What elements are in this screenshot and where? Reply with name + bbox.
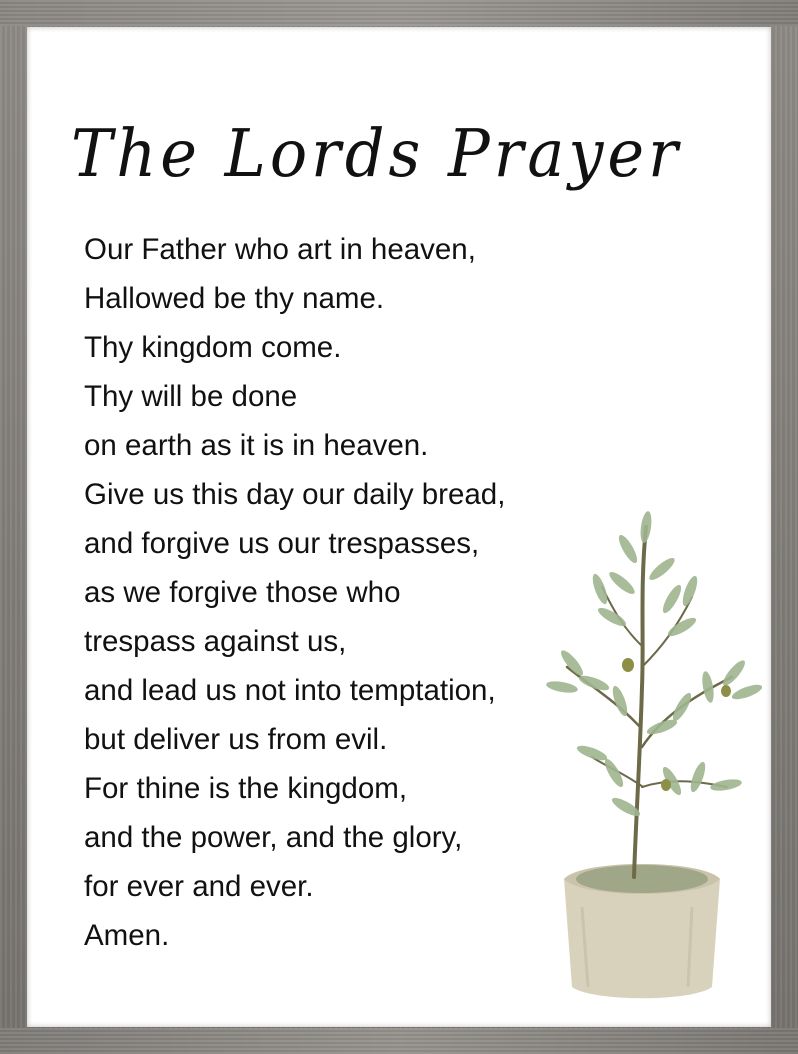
prayer-line: Give us this day our daily bread,	[84, 478, 506, 511]
prayer-line: Amen.	[84, 919, 170, 952]
prayer-line: but deliver us from evil.	[84, 723, 388, 756]
frame-bottom-edge	[0, 1028, 798, 1054]
prayer-line: trespass against us,	[84, 625, 347, 658]
potted-olive-tree-illustration	[522, 487, 762, 1007]
prayer-line: and forgive us our trespasses,	[84, 527, 480, 560]
prayer-line: for ever and ever.	[84, 870, 314, 903]
print-canvas	[27, 27, 771, 1027]
prayer-line: Our Father who art in heaven,	[84, 233, 476, 266]
olive-leaves	[545, 510, 762, 819]
prayer-line: Thy kingdom come.	[84, 331, 342, 364]
prayer-line: Hallowed be thy name.	[84, 282, 385, 315]
prayer-line: as we forgive those who	[84, 576, 401, 609]
prayer-title: The Lords Prayer	[71, 115, 682, 192]
pot	[564, 864, 720, 998]
tree-branches	[567, 527, 732, 877]
prayer-line: Thy will be done	[84, 380, 298, 413]
prayer-line: and the power, and the glory,	[84, 821, 463, 854]
prayer-line: For thine is the kingdom,	[84, 772, 408, 805]
prayer-line: and lead us not into temptation,	[84, 674, 496, 707]
prayer-line: on earth as it is in heaven.	[84, 429, 429, 462]
frame-top-edge	[0, 0, 798, 26]
